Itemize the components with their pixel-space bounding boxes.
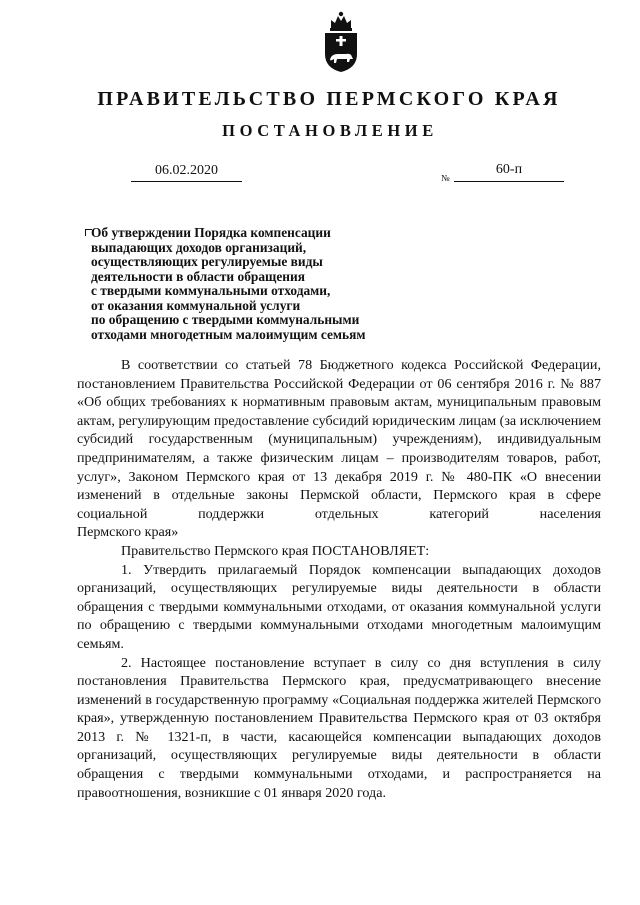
- subject-line: от оказания коммунальной услуги: [91, 297, 301, 313]
- subject-line: осуществляющих регулируемые виды: [91, 254, 323, 269]
- document-number: 60-п: [454, 162, 564, 182]
- decree-paragraph: Правительство Пермского края ПОСТАНОВЛЯЕТ:: [121, 542, 430, 559]
- item-2-paragraph: 2. Настоящее постановление вступает в силу со дня вступления в силу постановления Правительства Пермского края, предусматривающего внесение изменений в государственную программу «Социальная поддержка жителей Пермского края», утвержденную постановлением Правительства Пермского края от 03 октября 2013 г. № 1321-п, в части, касающейся компенсации выпадающих доходов организаций, осуществляющих регулируемые виды деятельности в области обращения с твердыми коммунальными отходами, и распространяется на правоотношения, возникшие с 01 января 2020 года.: [77, 654, 601, 801]
- subject-line: с твердыми коммунальными отходами,: [91, 283, 331, 298]
- subject-line: выпадающих доходов организаций,: [91, 239, 307, 255]
- subject-line: по обращению с твердыми коммунальными: [91, 312, 360, 327]
- preamble-ending: Пермского края»: [77, 524, 179, 541]
- document-body: [77, 356, 601, 802]
- subject-line: деятельности в области обращения: [91, 268, 305, 284]
- organization-title: ПРАВИТЕЛЬСТВО ПЕРМСКОГО КРАЯ: [97, 88, 561, 110]
- document-type: ПОСТАНОВЛЕНИЕ: [222, 121, 438, 140]
- item-1-paragraph: 1. Утвердить прилагаемый Порядок компенсации выпадающих доходов организаций, осуществляющих регулируемые виды деятельности в области обращения с твердыми коммунальными отходами, от оказания коммунальной услуги по обращению с твердыми коммунальными отходами многодетным малоимущим семьям.: [77, 561, 601, 652]
- subject-line: Об утверждении Порядка компенсации: [91, 225, 331, 240]
- number-label: №: [441, 173, 450, 183]
- document-subject: [91, 226, 431, 342]
- coat-of-arms-icon: [321, 10, 361, 74]
- preamble-paragraph: В соответствии со статьей 78 Бюджетного кодекса Российской Федерации, постановлением Правительства Российской Федерации от 06 сентября 2016 г. № 887 «Об общих требованиях к нормативным правовым актам, муниципальным правовым актам, регулирующим предоставление субсидий юридическим лицам (за исключением субсидий государственным (муниципальным) учреждениям), индивидуальным предпринимателям, а также физическим лицам – производителям товаров, работ, услуг», Законом Пермского края от 13 декабря 2019 г. № 480-ПК «О внесении изменений в отдельные законы Пермской области, Пермского края в сфере социальной поддержки отдельных категорий населения: [77, 357, 601, 522]
- document-date: 06.02.2020: [131, 163, 242, 182]
- subject-line: отходами многодетным малоимущим семьям: [91, 326, 366, 342]
